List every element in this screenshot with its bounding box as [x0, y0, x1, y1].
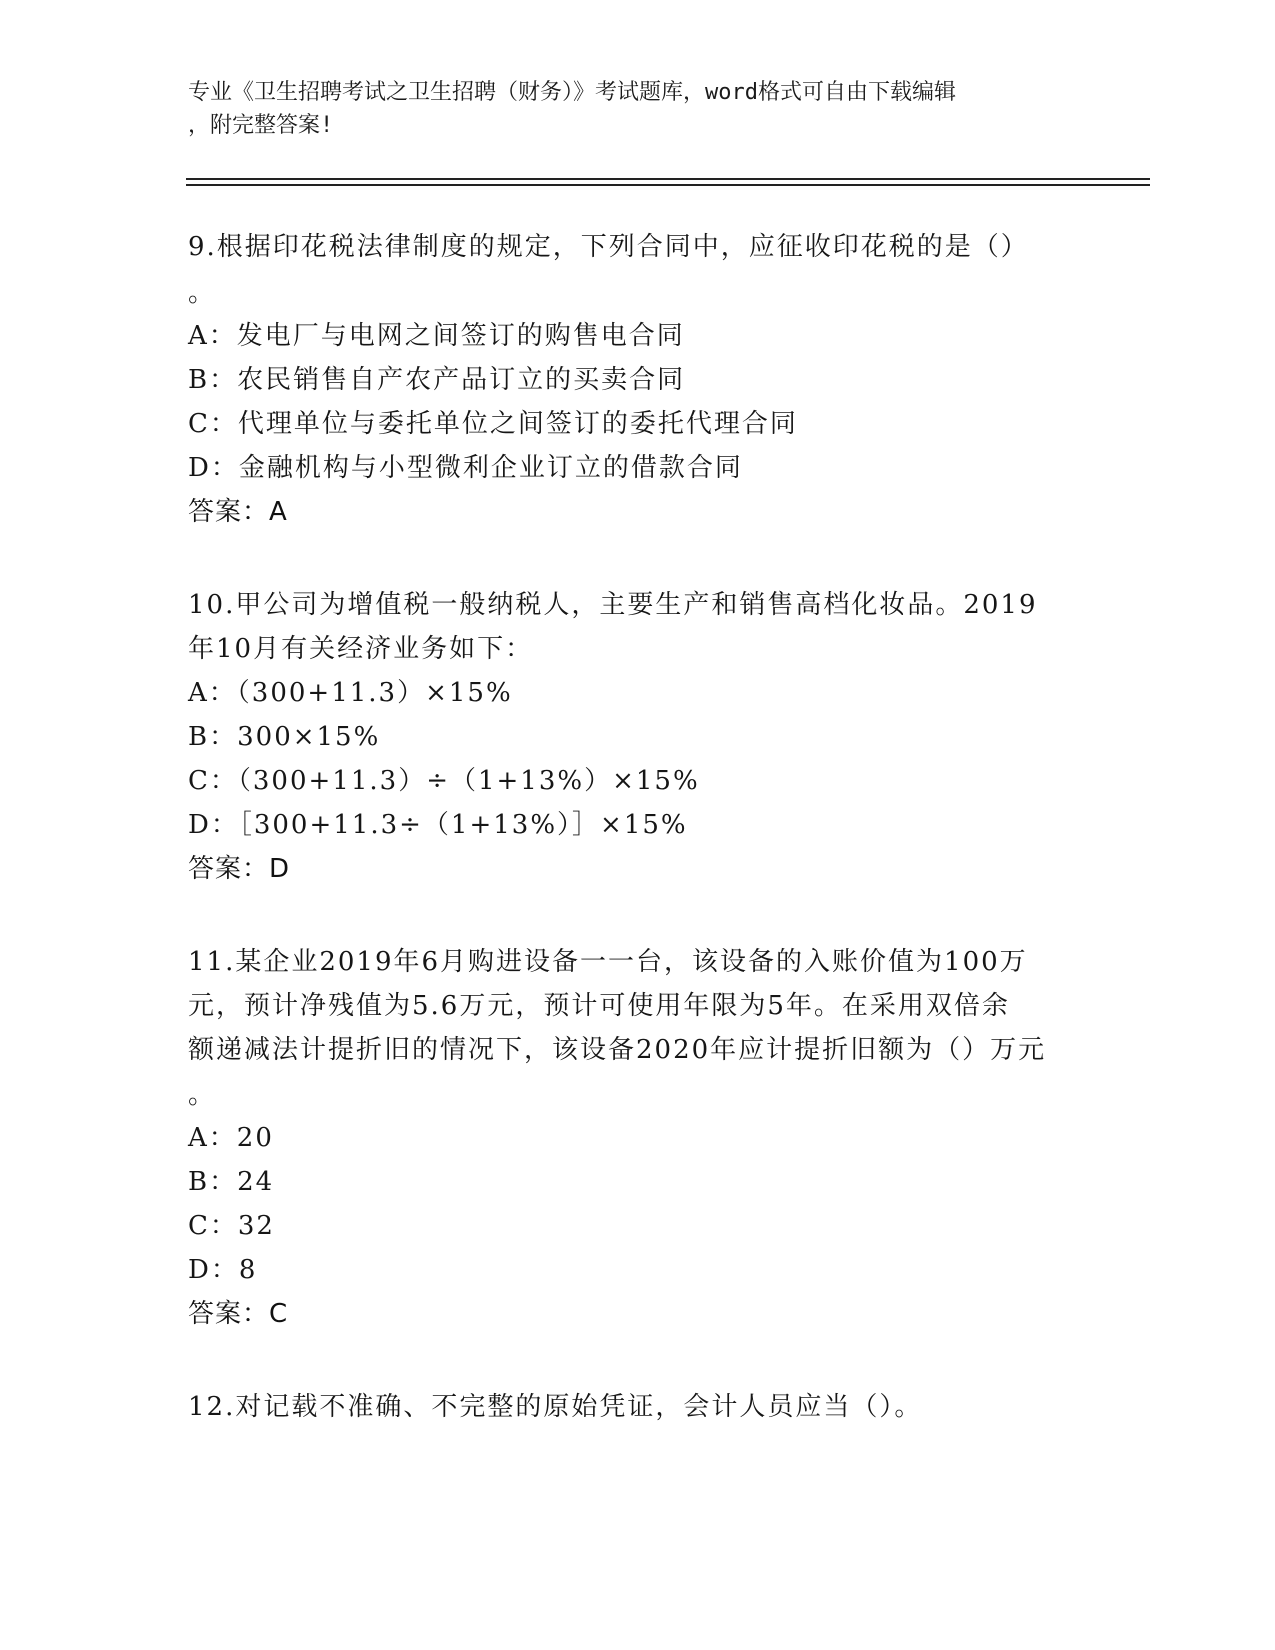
question-10-option-d: D：［300+11.3÷（1+13%）］×15% [188, 810, 688, 840]
question-11-stem-line-1: 11.某企业2019年6月购进设备一一台，该设备的入账价值为100万 [188, 947, 1028, 977]
header-divider-bottom [186, 184, 1150, 186]
question-12-stem-line-1: 12.对记载不准确、不完整的原始凭证，会计人员应当（）。 [188, 1392, 923, 1422]
question-11-option-b: B：24 [188, 1167, 275, 1197]
question-11-answer: 答案：C [188, 1299, 289, 1329]
question-10-stem-line-1: 10.甲公司为增值税一般纳税人，主要生产和销售高档化妆品。2019 [188, 590, 1038, 620]
header-line-2: ，附完整答案! [188, 113, 334, 138]
question-10-option-a: A：（300+11.3）×15% [188, 678, 513, 708]
question-11-stem-line-3: 额递减法计提折旧的情况下，该设备2020年应计提折旧额为（）万元 [188, 1035, 1047, 1065]
question-11-option-c: C：32 [188, 1211, 275, 1241]
question-11-stem-line-2: 元，预计净残值为5.6万元，预计可使用年限为5年。在采用双倍余 [188, 991, 1010, 1021]
question-9-answer: 答案：A [188, 497, 288, 527]
question-9-option-d: D：金融机构与小型微利企业订立的借款合同 [188, 453, 743, 483]
question-10-option-c: C：（300+11.3）÷（1+13%）×15% [188, 766, 700, 796]
question-11-stem-line-4: 。 [188, 1080, 217, 1110]
header-line-1: 专业《卫生招聘考试之卫生招聘（财务）》考试题库，word格式可自由下载编辑 [188, 80, 956, 105]
question-11-option-d: D：8 [188, 1255, 258, 1285]
question-9-option-c: C：代理单位与委托单位之间签订的委托代理合同 [188, 409, 798, 439]
question-9-stem-line-1: 9.根据印花税法律制度的规定，下列合同中，应征收印花税的是（） [188, 232, 1029, 262]
document-header [188, 76, 1078, 142]
question-10-stem-line-2: 年10月有关经济业务如下： [188, 634, 534, 664]
question-10-answer: 答案：D [188, 854, 291, 884]
question-9-option-b: B：农民销售自产农产品订立的买卖合同 [188, 365, 686, 395]
question-9-stem-line-2: 。 [188, 278, 217, 308]
header-divider-top [186, 178, 1150, 180]
question-10-option-b: B：300×15% [188, 722, 381, 752]
question-9-option-a: A：发电厂与电网之间签订的购售电合同 [188, 321, 685, 351]
question-11-option-a: A：20 [188, 1123, 274, 1153]
